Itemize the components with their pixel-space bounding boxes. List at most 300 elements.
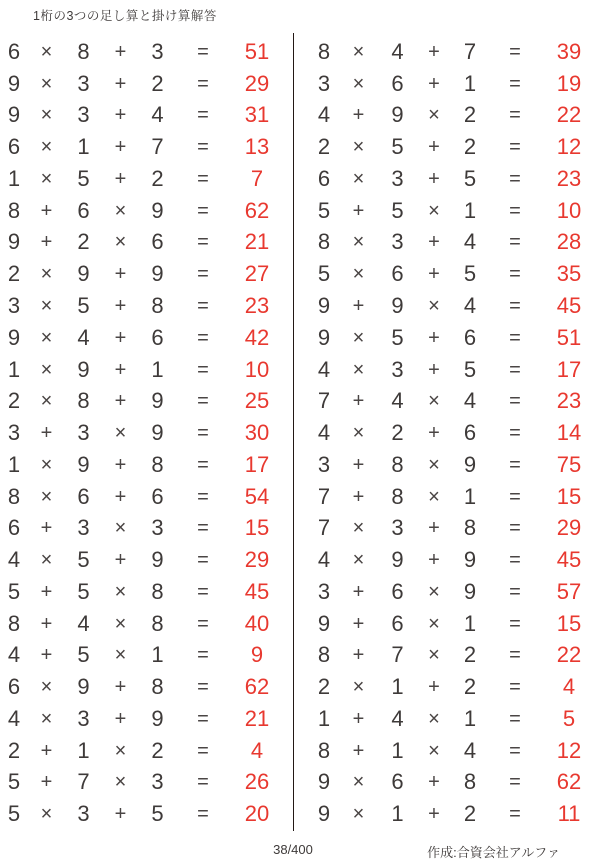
operand-1: 2: [7, 261, 21, 287]
operator-2: +: [114, 358, 127, 381]
operator-2: +: [428, 263, 440, 286]
operand-2: 9: [391, 293, 404, 318]
operand-1: 3: [317, 578, 331, 604]
answer: 62: [244, 674, 270, 700]
operand-1: 3: [7, 293, 21, 318]
operator-2: ×: [428, 707, 440, 730]
operand-2: 9: [77, 451, 90, 477]
equation-row: [310, 608, 600, 640]
operand-2: 3: [391, 515, 404, 541]
equation-row: [0, 798, 293, 830]
operator-2: +: [114, 40, 127, 63]
operand-3: 4: [463, 229, 477, 255]
answer: 7: [250, 165, 264, 191]
equals-sign: =: [509, 263, 521, 286]
operator-1: ×: [40, 136, 53, 159]
equation-row: [310, 417, 600, 449]
answer: 51: [556, 324, 582, 350]
operator-2: +: [114, 326, 127, 349]
operand-1: 7: [317, 515, 331, 541]
operand-1: 5: [317, 261, 331, 287]
answer: 35: [556, 261, 582, 287]
equation-row: [310, 195, 600, 227]
equation-row: [310, 735, 600, 767]
operator-1: ×: [352, 676, 365, 699]
operand-1: 5: [317, 197, 331, 223]
operator-2: +: [114, 263, 127, 286]
operand-3: 5: [463, 165, 477, 191]
operator-1: ×: [40, 358, 53, 381]
operand-2: 8: [391, 483, 404, 509]
operand-1: 7: [317, 388, 331, 414]
answer: 14: [556, 420, 582, 446]
operand-3: 6: [151, 324, 164, 350]
answer: 20: [244, 801, 270, 827]
operand-1: 9: [7, 324, 21, 350]
answer: 22: [556, 642, 582, 668]
operator-1: ×: [40, 707, 53, 730]
operand-3: 7: [463, 38, 477, 64]
operator-1: ×: [40, 72, 53, 95]
operand-1: 9: [317, 324, 331, 350]
operand-2: 3: [77, 102, 90, 128]
equation-row: [310, 322, 600, 354]
operator-2: +: [114, 453, 127, 476]
operand-1: 8: [317, 737, 331, 763]
answer: 10: [244, 356, 270, 382]
equals-sign: =: [509, 136, 521, 159]
operand-3: 4: [151, 102, 164, 128]
operator-1: ×: [40, 390, 53, 413]
equation-row: [0, 671, 293, 703]
answer: 40: [244, 610, 270, 636]
equation-row: [310, 544, 600, 576]
answer: 31: [244, 102, 270, 128]
operand-3: 9: [151, 547, 164, 573]
operator-2: +: [114, 549, 127, 572]
operator-1: ×: [40, 295, 53, 317]
operator-1: +: [40, 771, 53, 794]
operand-2: 9: [77, 356, 90, 382]
operator-1: +: [40, 517, 53, 540]
operand-2: 5: [391, 134, 404, 160]
equation-row: [0, 131, 293, 163]
equals-sign: =: [509, 803, 521, 826]
equation-row: [310, 576, 600, 608]
operand-1: 4: [317, 420, 331, 446]
operand-2: 3: [77, 705, 90, 731]
operand-2: 5: [391, 197, 404, 223]
operand-2: 3: [391, 229, 404, 255]
operand-3: 2: [463, 642, 477, 668]
operand-2: 9: [77, 674, 90, 700]
operator-1: +: [352, 485, 365, 508]
operand-1: 5: [7, 801, 21, 827]
operand-3: 1: [463, 705, 477, 731]
operator-2: ×: [114, 517, 127, 540]
operand-1: 9: [7, 102, 21, 128]
operand-3: 1: [151, 356, 164, 382]
operator-2: ×: [428, 199, 440, 222]
operand-2: 3: [77, 515, 90, 541]
operand-2: 9: [77, 261, 90, 287]
equation-row: [0, 449, 293, 481]
operand-3: 6: [463, 324, 477, 350]
answer: 25: [244, 388, 270, 414]
operand-3: 2: [151, 165, 164, 191]
operand-3: 4: [463, 388, 477, 414]
operand-3: 8: [151, 451, 164, 477]
operand-3: 9: [151, 420, 164, 446]
operand-3: 6: [463, 420, 477, 446]
operand-2: 9: [391, 102, 404, 128]
operand-3: 9: [151, 197, 164, 223]
operator-2: +: [428, 167, 440, 190]
equation-row: [0, 163, 293, 195]
operand-3: 2: [463, 134, 477, 160]
operand-2: 4: [77, 610, 90, 636]
operand-1: 4: [7, 547, 21, 573]
operand-3: 1: [463, 610, 477, 636]
operand-3: 6: [151, 229, 164, 255]
operator-1: +: [352, 453, 365, 476]
equals-sign: =: [509, 231, 521, 254]
operator-2: +: [428, 803, 440, 826]
operand-2: 5: [77, 547, 90, 573]
operand-2: 3: [391, 165, 404, 191]
equation-row: [0, 481, 293, 513]
operator-2: +: [428, 72, 440, 95]
operator-1: ×: [352, 231, 365, 254]
operand-3: 2: [463, 801, 477, 827]
answer: 75: [556, 451, 582, 477]
equation-row: [310, 227, 600, 259]
equation-row: [310, 798, 600, 830]
answer: 57: [556, 578, 582, 604]
equals-sign: =: [197, 40, 209, 63]
operand-1: 4: [317, 102, 331, 128]
operand-3: 2: [151, 70, 164, 96]
equation-row: [310, 449, 600, 481]
equation-row: [0, 100, 293, 132]
equation-row: [0, 385, 293, 417]
operand-3: 3: [151, 769, 164, 795]
answer: 12: [556, 134, 582, 160]
equation-row: [310, 163, 600, 195]
operator-2: ×: [428, 485, 440, 508]
operator-1: ×: [352, 422, 365, 445]
equation-row: [310, 481, 600, 513]
answer: 54: [244, 483, 270, 509]
equation-row: [310, 640, 600, 672]
operator-1: ×: [352, 771, 365, 794]
operator-1: +: [352, 644, 365, 667]
operator-2: +: [428, 40, 440, 63]
operand-2: 6: [391, 610, 404, 636]
operand-1: 1: [7, 356, 21, 382]
operand-3: 8: [463, 515, 477, 541]
equals-sign: =: [509, 199, 521, 222]
operand-2: 3: [77, 801, 90, 827]
equals-sign: =: [509, 72, 521, 95]
answer: 29: [244, 70, 270, 96]
operand-2: 3: [391, 356, 404, 382]
operand-2: 8: [77, 38, 90, 64]
operand-1: 1: [7, 165, 21, 191]
operator-2: +: [428, 231, 440, 254]
operand-1: 5: [7, 578, 21, 604]
answer: 45: [244, 578, 270, 604]
answer: 9: [250, 642, 264, 668]
operator-1: ×: [352, 72, 365, 95]
answer: 13: [244, 134, 270, 160]
operand-3: 8: [151, 578, 164, 604]
equation-row: [0, 544, 293, 576]
operand-2: 3: [77, 70, 90, 96]
answer: 4: [562, 674, 576, 700]
operand-1: 6: [7, 38, 21, 64]
operator-2: +: [428, 422, 440, 445]
operand-2: 1: [391, 737, 404, 763]
answer: 17: [556, 356, 582, 382]
equals-sign: =: [509, 104, 521, 127]
equation-row: [0, 703, 293, 735]
column-left: [0, 36, 293, 830]
equation-row: [310, 512, 600, 544]
page-number: 38/400: [273, 842, 313, 857]
operand-2: 1: [391, 674, 404, 700]
operand-1: 1: [317, 705, 331, 731]
answer: 23: [244, 293, 270, 318]
operand-1: 8: [7, 197, 21, 223]
operand-2: 1: [391, 801, 404, 827]
operator-2: ×: [114, 612, 127, 635]
operand-2: 4: [77, 324, 90, 350]
answer: 51: [244, 38, 270, 64]
operator-1: ×: [40, 104, 53, 127]
operator-1: ×: [352, 549, 365, 572]
operand-3: 2: [463, 102, 477, 128]
equals-sign: =: [509, 295, 521, 317]
operator-1: +: [40, 199, 53, 222]
answer: 23: [556, 388, 582, 414]
operand-2: 5: [77, 642, 90, 668]
operand-1: 2: [7, 388, 21, 414]
operand-2: 5: [391, 324, 404, 350]
operand-2: 5: [77, 578, 90, 604]
operator-2: ×: [114, 580, 127, 603]
operand-2: 6: [391, 70, 404, 96]
equals-sign: =: [509, 326, 521, 349]
equation-row: [310, 767, 600, 799]
operator-1: ×: [40, 485, 53, 508]
operator-2: ×: [428, 739, 440, 762]
equals-sign: =: [197, 104, 209, 127]
operator-2: +: [114, 390, 127, 413]
operand-1: 9: [317, 610, 331, 636]
equation-row: [310, 131, 600, 163]
equation-row: [0, 576, 293, 608]
operator-2: +: [428, 136, 440, 159]
answer: 11: [557, 801, 581, 827]
operand-2: 5: [77, 293, 90, 318]
operand-3: 9: [463, 451, 477, 477]
equals-sign: =: [197, 231, 209, 254]
operator-2: ×: [428, 612, 440, 635]
equals-sign: =: [509, 644, 521, 667]
operand-3: 4: [463, 293, 477, 318]
equation-row: [0, 322, 293, 354]
operator-1: +: [40, 422, 53, 445]
operand-3: 9: [463, 547, 477, 573]
equation-row: [0, 290, 293, 322]
equals-sign: =: [197, 263, 209, 286]
equals-sign: =: [509, 167, 521, 190]
operand-1: 1: [7, 451, 21, 477]
operand-3: 8: [151, 610, 164, 636]
operator-2: +: [428, 517, 440, 540]
operator-1: +: [40, 739, 53, 762]
equals-sign: =: [197, 485, 209, 508]
equation-row: [310, 385, 600, 417]
equation-row: [0, 36, 293, 68]
operator-2: ×: [428, 390, 440, 413]
operator-2: +: [114, 803, 127, 826]
operand-3: 8: [151, 674, 164, 700]
operand-1: 2: [317, 674, 331, 700]
operator-2: ×: [114, 199, 127, 222]
operator-2: ×: [114, 231, 127, 254]
operand-1: 9: [7, 229, 21, 255]
operand-1: 6: [7, 515, 21, 541]
operand-3: 3: [151, 38, 164, 64]
operand-1: 8: [317, 642, 331, 668]
equals-sign: =: [509, 453, 521, 476]
operator-1: ×: [352, 358, 365, 381]
operator-1: +: [352, 612, 365, 635]
operator-1: ×: [40, 326, 53, 349]
operator-1: ×: [40, 263, 53, 286]
operand-3: 5: [463, 261, 477, 287]
equation-row: [0, 227, 293, 259]
answer: 62: [244, 197, 270, 223]
operator-1: +: [352, 199, 365, 222]
operator-2: +: [428, 358, 440, 381]
operand-3: 9: [151, 388, 164, 414]
equals-sign: =: [509, 390, 521, 413]
operand-3: 9: [463, 578, 477, 604]
equals-sign: =: [197, 390, 209, 413]
operand-2: 1: [77, 737, 90, 763]
operand-2: 3: [77, 420, 90, 446]
operator-1: +: [40, 644, 53, 667]
answer: 28: [556, 229, 582, 255]
operand-2: 8: [77, 388, 90, 414]
operator-1: +: [352, 390, 365, 413]
equals-sign: =: [197, 580, 209, 603]
equation-row: [0, 68, 293, 100]
operator-2: +: [428, 771, 440, 794]
operator-2: ×: [114, 422, 127, 445]
operand-2: 6: [77, 197, 90, 223]
operand-3: 6: [151, 483, 164, 509]
answer: 62: [556, 769, 582, 795]
operand-3: 3: [151, 515, 164, 541]
operand-1: 9: [7, 70, 21, 96]
equation-row: [310, 100, 600, 132]
operand-1: 4: [317, 356, 331, 382]
operator-2: +: [114, 295, 127, 317]
answer: 30: [244, 420, 270, 446]
operand-3: 5: [151, 801, 164, 827]
operator-2: +: [114, 104, 127, 127]
equals-sign: =: [197, 358, 209, 381]
equation-row: [0, 258, 293, 290]
operand-3: 4: [463, 737, 477, 763]
operator-1: +: [40, 612, 53, 635]
equals-sign: =: [509, 422, 521, 445]
equals-sign: =: [197, 739, 209, 762]
operand-2: 5: [77, 165, 90, 191]
operator-1: ×: [40, 40, 53, 63]
operator-1: ×: [352, 136, 365, 159]
equals-sign: =: [509, 358, 521, 381]
operand-1: 7: [317, 483, 331, 509]
answer: 45: [556, 293, 582, 318]
operand-1: 8: [7, 610, 21, 636]
operator-2: +: [114, 676, 127, 699]
operand-1: 9: [317, 769, 331, 795]
operand-2: 6: [391, 261, 404, 287]
operand-2: 7: [77, 769, 90, 795]
operand-3: 1: [463, 197, 477, 223]
operator-1: ×: [40, 167, 53, 190]
operand-2: 4: [391, 705, 404, 731]
operator-1: +: [352, 580, 365, 603]
operator-1: ×: [352, 167, 365, 190]
answer: 42: [244, 324, 270, 350]
equation-row: [310, 290, 600, 322]
operator-2: +: [114, 136, 127, 159]
operator-2: ×: [428, 453, 440, 476]
operand-3: 2: [463, 674, 477, 700]
footer: [0, 842, 600, 860]
operand-2: 1: [77, 134, 90, 160]
operator-1: ×: [352, 803, 365, 826]
operand-2: 6: [391, 769, 404, 795]
operator-2: +: [114, 707, 127, 730]
operator-1: ×: [40, 676, 53, 699]
answer: 21: [244, 229, 270, 255]
equation-row: [310, 703, 600, 735]
operand-3: 1: [151, 642, 164, 668]
equals-sign: =: [197, 167, 209, 190]
operator-1: ×: [40, 803, 53, 826]
answer: 26: [244, 769, 270, 795]
operator-2: ×: [428, 295, 440, 317]
equation-row: [0, 417, 293, 449]
answer: 15: [556, 610, 582, 636]
operand-1: 4: [317, 547, 331, 573]
operand-1: 3: [317, 451, 331, 477]
equation-row: [0, 608, 293, 640]
operator-2: +: [114, 485, 127, 508]
equals-sign: =: [509, 612, 521, 635]
operator-2: +: [428, 549, 440, 572]
equals-sign: =: [509, 739, 521, 762]
equation-row: [0, 735, 293, 767]
equals-sign: =: [197, 676, 209, 699]
